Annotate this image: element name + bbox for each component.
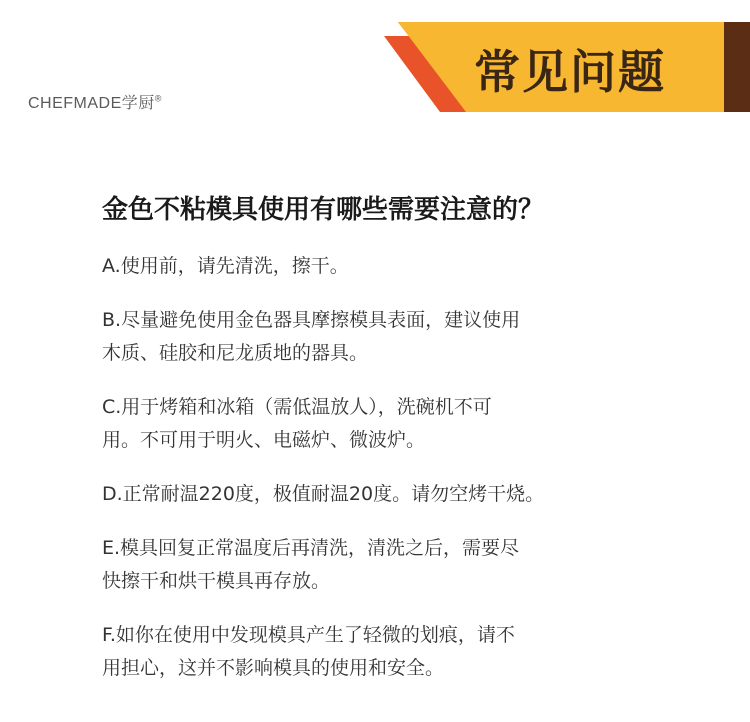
- answer-e: [102, 532, 662, 598]
- answer-line: 用担心，这并不影响模具的使用和安全。: [102, 657, 445, 679]
- answer-line: C.用于烤箱和冰箱（需低温放人），洗碗机不可: [102, 396, 492, 418]
- faq-question: 金色不粘模具使用有哪些需要注意的？: [102, 195, 545, 225]
- answer-d: [102, 478, 662, 511]
- brand-name: CHEFMADE: [28, 95, 122, 112]
- answer-line: B.尽量避免使用金色器具摩擦模具表面，建议使用: [102, 309, 521, 331]
- faq-answers: [102, 250, 662, 706]
- answer-b: [102, 304, 662, 370]
- answer-line: 用。不可用于明火、电磁炉、微波炉。: [102, 429, 426, 451]
- answer-line: 木质、硅胶和尼龙质地的器具。: [102, 342, 369, 364]
- answer-line: F.如你在使用中发现模具产生了轻微的划痕，请不: [102, 624, 515, 646]
- faq-banner: [0, 0, 750, 160]
- brand-chinese: 学厨: [121, 95, 155, 112]
- registered-mark: ®: [154, 93, 162, 104]
- answer-line: A.使用前，请先清洗，擦干。: [102, 255, 349, 277]
- brand-logo: [28, 90, 162, 113]
- answer-line: D.正常耐温220度，极值耐温20度。请勿空烤干烧。: [102, 483, 545, 505]
- answer-c: [102, 391, 662, 457]
- banner-right-edge: [728, 22, 736, 112]
- answer-f: [102, 619, 662, 685]
- answer-line: 快擦干和烘干模具再存放。: [102, 570, 331, 592]
- answer-a: [102, 250, 662, 283]
- page-title: 常见问题: [474, 45, 666, 99]
- answer-line: E.模具回复正常温度后再清洗，清洗之后，需要尽: [102, 537, 520, 559]
